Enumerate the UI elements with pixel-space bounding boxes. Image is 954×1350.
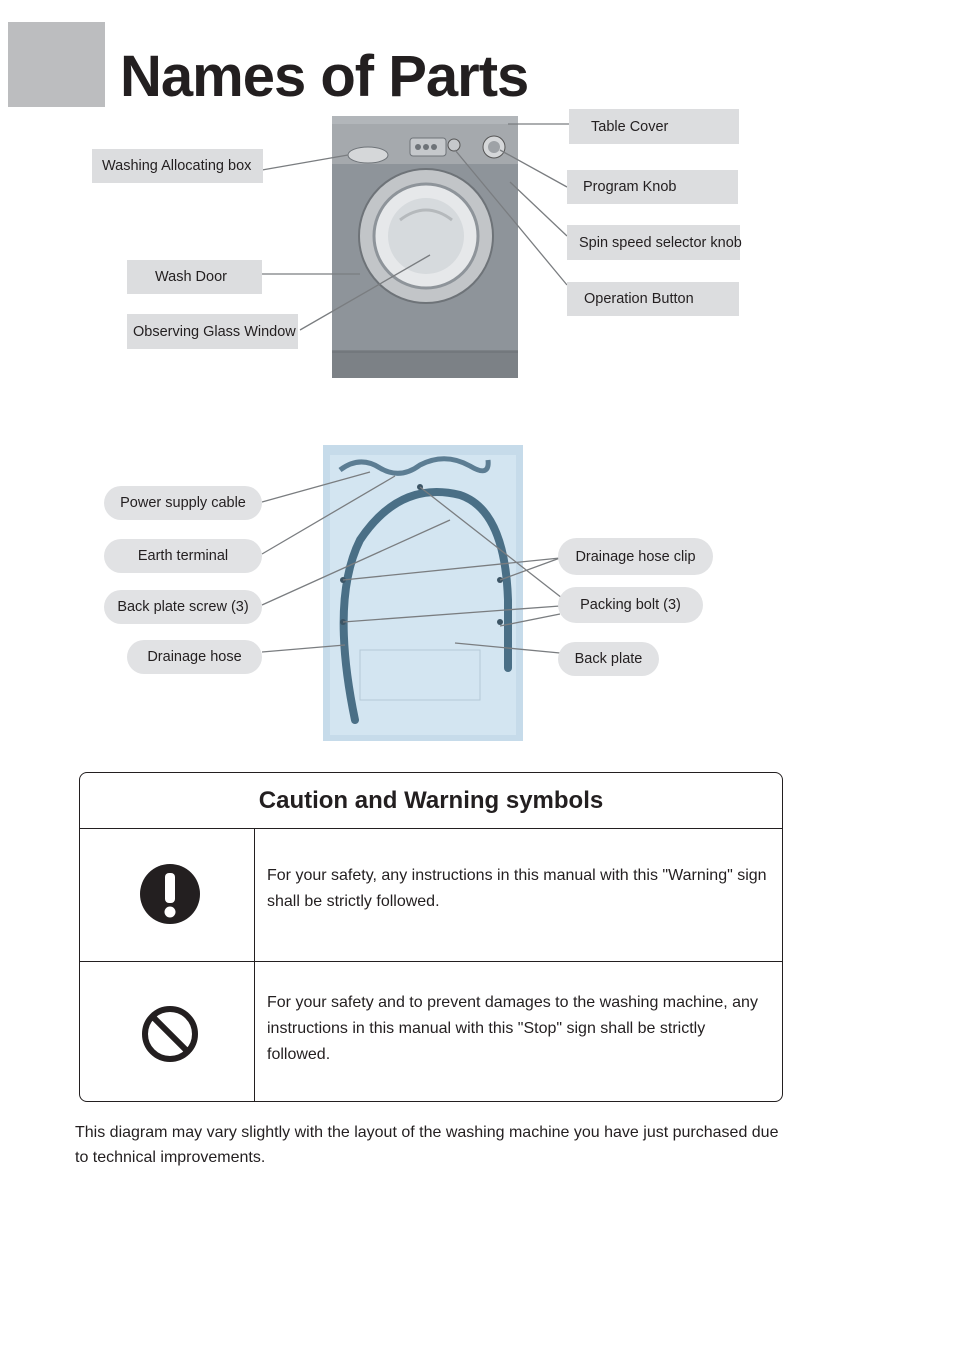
label-back-plate-screw: Back plate screw (3) [104, 590, 262, 624]
label-spin-speed-selector-knob: Spin speed selector knob [567, 225, 740, 260]
label-back-plate: Back plate [558, 642, 659, 676]
icon-cell [80, 962, 255, 1102]
warning-exclamation-icon [139, 863, 201, 925]
label-earth-terminal: Earth terminal [104, 539, 262, 573]
label-observing-glass-window: Observing Glass Window [127, 314, 298, 349]
caution-table [79, 772, 783, 1102]
label-table-cover: Table Cover [569, 109, 739, 144]
caution-row-stop [80, 962, 782, 1102]
stop-prohibition-icon [140, 1004, 200, 1064]
washing-machine-front-image [332, 116, 518, 378]
page-title: Names of Parts [120, 44, 529, 109]
label-power-supply-cable: Power supply cable [104, 486, 262, 520]
warning-text: For your safety, any instructions in this manual with this "Warning" sign shall be strictly followed. [267, 867, 767, 910]
label-drainage-hose-clip: Drainage hose clip [558, 538, 713, 575]
label-drainage-hose: Drainage hose [127, 640, 262, 674]
stop-text: For your safety and to prevent damages to the washing machine, any instructions in this manual with this "Stop" sign shall be strictly followed. [267, 994, 758, 1063]
icon-cell [80, 829, 255, 961]
label-packing-bolt: Packing bolt (3) [558, 587, 703, 623]
label-wash-door: Wash Door [127, 260, 262, 294]
caution-row-warning [80, 829, 782, 962]
label-washing-allocating-box: Washing Allocating box [92, 149, 263, 183]
footnote: This diagram may vary slightly with the layout of the washing machine you have just purchased due to technical improvements. [75, 1124, 779, 1166]
label-operation-button: Operation Button [567, 282, 739, 316]
caution-title: Caution and Warning symbols [80, 773, 782, 829]
label-program-knob: Program Knob [567, 170, 738, 204]
